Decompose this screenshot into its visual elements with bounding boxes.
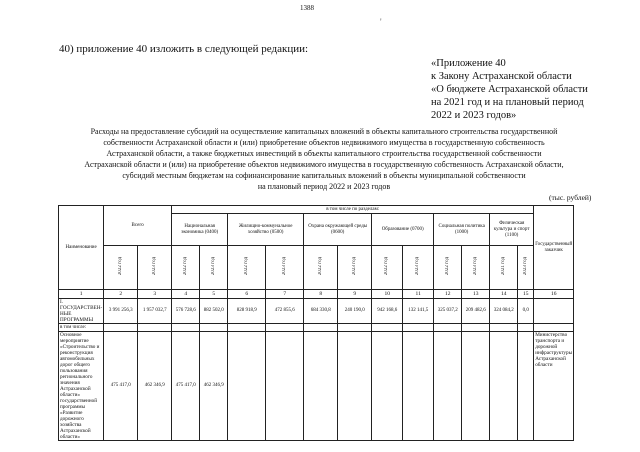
budget-table: [58, 205, 574, 441]
table-cell: [462, 332, 490, 441]
corner-mark: ': [380, 17, 382, 27]
col-number: 1: [59, 290, 104, 299]
empty-cell: [534, 324, 574, 332]
col-number: 4: [172, 290, 200, 299]
table-cell: 0,0: [518, 299, 534, 324]
table-cell: 462 346,9: [138, 332, 172, 441]
empty-cell: [138, 324, 172, 332]
year-header: [104, 246, 138, 290]
empty-cell: [104, 324, 138, 332]
year-label: 2023 год: [522, 256, 528, 276]
table-cell: 475 417,0: [172, 332, 200, 441]
year-label: 2023 год: [472, 256, 478, 276]
heading-line: Расходы на предоставление субсидий на осуществление капитальных вложений в объекты капитального строительства государственной: [90, 127, 558, 136]
section-header: Жилищно-коммунальное хозяйство (0500): [228, 214, 304, 246]
table-cell: 240 190,0: [338, 299, 372, 324]
row-programs-name: I. ГОСУДАРСТВЕН-НЫЕ ПРОГРАММЫ: [60, 299, 103, 323]
col-number: 12: [434, 290, 462, 299]
year-label: 2021 год: [500, 256, 506, 276]
empty-cell: [200, 324, 228, 332]
col-number: 8: [304, 290, 338, 299]
document-heading: [44, 126, 604, 192]
year-header: [518, 246, 534, 290]
year-label: 2023 год: [210, 256, 216, 276]
year-header: [138, 246, 172, 290]
units-label: (тыс. рублей): [549, 193, 592, 202]
table-cell: [534, 299, 574, 324]
appendix-line: «Приложение 40: [431, 58, 506, 69]
table-cell: 209 482,6: [462, 299, 490, 324]
table-cell: [490, 332, 518, 441]
table-cell: 475 417,0: [104, 332, 138, 441]
intro-line: 40) приложение 40 изложить в следующей редакции:: [59, 43, 309, 55]
appendix-line: на 2021 год и на плановый период: [431, 97, 584, 108]
year-header: [200, 246, 228, 290]
header-including: в том числе по разделам:: [172, 206, 534, 214]
appendix-line: к Закону Астраханской области: [431, 71, 572, 82]
year-header: [304, 246, 338, 290]
header-total: Всего: [104, 206, 172, 246]
section-header: Образование (0700): [372, 214, 434, 246]
page-number: 1388: [300, 4, 314, 12]
col-number: 11: [403, 290, 434, 299]
empty-cell: [304, 324, 338, 332]
row-activity-customer: Министерство транспорта и дорожной инфраструктуры Астраханской области: [534, 332, 574, 441]
header-name: Наименование: [59, 206, 104, 290]
row-activity-name: Основное мероприятие «Строительство и реконструкция автомобильных дорог общего пользования регионального значения Астраханской области» государственной программы «Развитие дорожного хозяйства Астраханской области»: [59, 332, 104, 441]
table-cell: 882 502,0: [200, 299, 228, 324]
table-cell: 3 991 256,3: [104, 299, 138, 324]
year-header: [462, 246, 490, 290]
col-number: 6: [228, 290, 266, 299]
table-cell: 1 957 032,7: [138, 299, 172, 324]
table-cell: [338, 332, 372, 441]
table-cell: [434, 332, 462, 441]
table-cell: 324 084,2: [490, 299, 518, 324]
col-number: 2: [104, 290, 138, 299]
empty-cell: [403, 324, 434, 332]
year-header: [172, 246, 200, 290]
year-header: [434, 246, 462, 290]
empty-cell: [518, 324, 534, 332]
row-including: в том числе:: [59, 324, 104, 332]
table-cell: 472 855,6: [266, 299, 304, 324]
year-header: [266, 246, 304, 290]
col-number: 14: [490, 290, 518, 299]
empty-cell: [490, 324, 518, 332]
year-header: [228, 246, 266, 290]
year-header: [338, 246, 372, 290]
empty-cell: [172, 324, 200, 332]
table-cell: [518, 332, 534, 441]
year-label: 2022 год: [182, 256, 188, 276]
heading-line: субсидий местным бюджетам на софинансирование капитальных вложений в объекты муниципальной собственности: [122, 171, 526, 180]
col-number: 10: [372, 290, 403, 299]
year-label: 2022 год: [317, 256, 323, 276]
year-label: 2022 год: [384, 256, 390, 276]
table-cell: [228, 332, 266, 441]
table-cell: 828 918,9: [228, 299, 266, 324]
year-label: 2022 год: [243, 256, 249, 276]
table-cell: 684 330,8: [304, 299, 338, 324]
table-cell: [372, 332, 403, 441]
col-number: 5: [200, 290, 228, 299]
table-cell: 462 346,9: [200, 332, 228, 441]
empty-cell: [228, 324, 266, 332]
header-customer: Государственный заказчик: [534, 206, 574, 290]
heading-line: собственности Астраханской области и (или) приобретение объектов недвижимого имущества в государственную собственность: [103, 138, 545, 147]
year-label: 2022 год: [117, 256, 123, 276]
year-label: 2023 год: [281, 256, 287, 276]
appendix-header: [431, 57, 588, 122]
col-number: 9: [338, 290, 372, 299]
empty-cell: [338, 324, 372, 332]
year-label: 2023 год: [415, 256, 421, 276]
table-cell: [403, 332, 434, 441]
heading-line: Астраханской области, а также бюджетных инвестиций в объекты капитального строительства государственной собственности: [106, 149, 542, 158]
heading-line: на плановый период 2022 и 2023 годов: [257, 182, 391, 191]
section-header: Национальная экономика (0400): [172, 214, 228, 246]
col-number: 7: [266, 290, 304, 299]
table-cell: 325 037,2: [434, 299, 462, 324]
section-header: Охрана окружающей среды (0600): [304, 214, 372, 246]
col-number: 16: [534, 290, 574, 299]
empty-cell: [462, 324, 490, 332]
year-label: 2022 год: [444, 256, 450, 276]
section-header: Социальная политика (1000): [434, 214, 490, 246]
empty-cell: [266, 324, 304, 332]
empty-cell: [434, 324, 462, 332]
appendix-line: «О бюджете Астраханской области: [431, 84, 588, 95]
table-cell: 942 168,6: [372, 299, 403, 324]
year-header: [372, 246, 403, 290]
year-label: 2023 год: [151, 256, 157, 276]
table-cell: 576 728,6: [172, 299, 200, 324]
col-number: 3: [138, 290, 172, 299]
empty-cell: [372, 324, 403, 332]
col-number: 13: [462, 290, 490, 299]
year-header: [490, 246, 518, 290]
table-cell: [304, 332, 338, 441]
section-header: Физическая культура и спорт (1100): [490, 214, 534, 246]
year-header: [403, 246, 434, 290]
appendix-line: 2022 и 2023 годов»: [431, 110, 517, 121]
table-cell: 132 141,5: [403, 299, 434, 324]
col-number: 15: [518, 290, 534, 299]
year-label: 2023 год: [351, 256, 357, 276]
heading-line: Астраханской области и (или) на приобретение объектов недвижимого имущества в государственную собственность Астраханской области,: [84, 160, 564, 169]
table-cell: [266, 332, 304, 441]
